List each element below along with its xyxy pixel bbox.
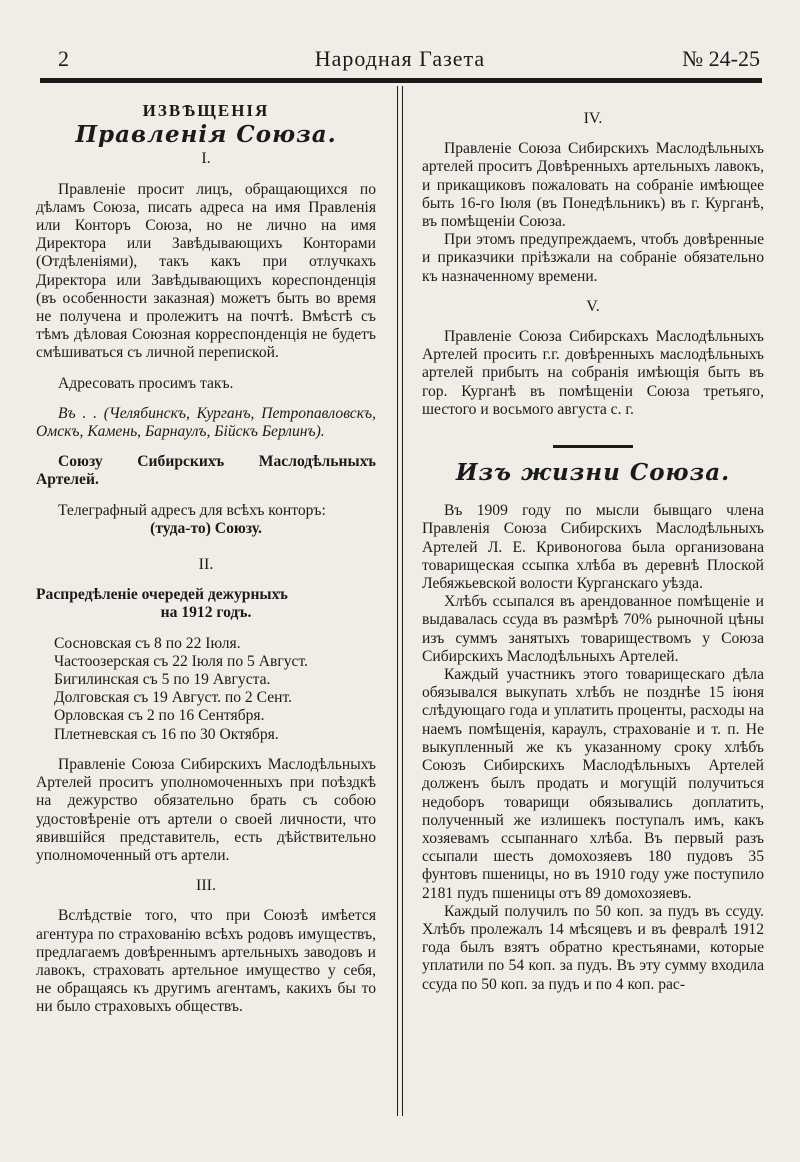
paragraph: Союзу Сибирскихъ Маслодѣльныхъ Артелей. (36, 453, 376, 489)
schedule-list (36, 635, 376, 744)
left-column (36, 92, 376, 1017)
column-divider (397, 86, 398, 1116)
section-number: IV. (583, 110, 603, 127)
section-number: II. (198, 556, 214, 574)
right-column (422, 92, 764, 994)
list-item: Сосновская съ 8 по 22 Іюля. (54, 634, 241, 652)
paragraph: Въ 1909 году по мысли бывщаго члена Правленія Союза Сибирскихъ Маслодѣльныхъ Артелей Л. Е. Кривоногова была организована товарищеская ссыпка хлѣба въ деревнѣ Плоской Лебяжьевской волости Курганскаго уѣзда. (422, 502, 764, 593)
section-heading: ИЗВѢЩЕНІЯ (142, 101, 270, 120)
list-item: Бигилинская съ 5 по 19 Августа. (54, 671, 271, 689)
paragraph: Каждый получилъ по 50 коп. за пудъ въ ссуду. Хлѣбъ пролежалъ 14 мѣсяцевъ и въ февралѣ 1912 года былъ взятъ обратно крестьянами, которые уплатили по 54 коп. за пудъ. Въ эту сумму входила ссуда по 50 коп. за пудъ и по 4 коп. рас- (422, 902, 764, 993)
section-number: V. (586, 297, 600, 315)
paragraph: (туда-то) Союзу. (150, 519, 262, 537)
section-number: III. (196, 877, 216, 895)
paragraph: Правленіе Союза Сибирскихъ Маслодѣльныхъ артелей проситъ Довѣренныхъ артельныхъ лавокъ, и прикащиковъ пожаловать на собраніе имѣющее быть 16-го Іюля (въ Понедѣльникъ) въ г. Курганѣ, въ помѣщеніи Союза. (422, 140, 764, 231)
section-title: на 1912 годъ. (160, 604, 252, 622)
page-header (0, 40, 800, 74)
section-subheading: Правленія Союза. (75, 121, 337, 149)
paragraph: Адресовать просимъ такъ. (58, 374, 234, 392)
page-number: 2 (58, 46, 69, 71)
article-heading: Изъ жизни Союза. (455, 459, 731, 487)
newspaper-title: Народная Газета (314, 46, 486, 71)
paragraph: Правленіе Союза Сибирскихъ Маслодѣльныхъ Артелей проситъ уполномоченныхъ при поѣздкѣ на дежурство обязательно брать съ собою удостовѣреніе отъ артели о своей личности, что явившійся представитель, есть дѣйствительно уполномоченный отъ артели. (36, 755, 376, 864)
paragraph: Телеграфный адресъ для всѣхъ конторъ: (58, 501, 326, 519)
column-divider-2 (402, 86, 403, 1116)
list-item: Плетневская съ 16 по 30 Октября. (54, 725, 279, 743)
paragraph: Вслѣдствіе того, что при Союзѣ имѣется агентура по страхованію всѣхъ родовъ имуществъ, предлагаемъ довѣреннымъ артельныхъ заводовъ и лавокъ, страховать артельное имущество у себя, не обращаясь къ другимъ агентамъ, какихъ бы то ни было страховыхъ обществъ. (36, 907, 376, 1016)
list-item: Орловская съ 2 по 16 Сентября. (54, 707, 265, 725)
paragraph: Въ . . (Челябинскъ, Курганъ, Петропавловскъ, Омскъ, Камень, Барнаулъ, Бійскъ Берлинъ). (36, 404, 376, 441)
list-item: Долговская съ 19 Август. по 2 Сент. (54, 689, 293, 707)
paragraph: При этомъ предупреждаемъ, чтобъ довѣренные и приказчики пріѣзжали на собраніе обязательно къ назначенному времени. (422, 231, 764, 285)
paragraph: Правленіе Союза Сибирскахъ Маслодѣльныхъ Артелей просить г.г. довѣренныхъ маслодѣльныхъ артелей прибыть на собранія имѣющія быть въ гор. Курганѣ въ помѣщеніи Союза третьяго, шестого и восьмого августа с. г. (422, 328, 764, 418)
header-rule (40, 78, 762, 83)
section-number: I. (201, 150, 211, 168)
section-title: Распредѣленіе очередей дежурныхъ (36, 586, 288, 604)
paragraph: Правленіе просит лицъ, обращающихся по дѣламъ Союза, писать адреса на имя Правленія или Конторъ Союза, но не лично на имя Директора или Завѣдывающихъ Конторами (Отдѣленіями), такъ какъ при отлучкахъ Директора или Завѣдывающихъ кореспонденція (въ особенности заказная) можетъ быть во время не получена и пролежитъ на почтѣ. Вмѣстѣ съ тѣмъ дѣловая Союзная корреспонденція не будетъ смѣшиваться съ личной перепиской. (36, 180, 376, 362)
paragraph: Хлѣбъ ссыпался въ арендованное помѣщеніе и выдавалась ссуда въ размѣрѣ 70% рыночной цѣны изъ суммъ занятыхъ товариществомъ у Союза Сибирскихъ Маслодѣльныхъ Артелей. (422, 593, 764, 665)
issue-number: № 24-25 (682, 46, 760, 71)
paragraph: Каждый участникъ этого товарищескаго дѣла обязывался выкупать хлѣбъ не позднѣе 15 іюня слѣдующаго года и уплатить проценты, расходы на наемъ помѣщенія, караулъ, страхованіе и т. п. Не выкупленный же къ указанному сроку хлѣбъ Союзъ Сибирскихъ Маслодѣльныхъ Артелей долженъ былъ продать и могущій получиться недоборъ товарищи обязывались доплатить, полученный же излишекъ поступалъ имъ, какъ хозяевамъ ссыпаннаго хлѣба. Въ первый разъ ссыпали шесть домохозяевъ 180 пудовъ 35 фунтовъ пшеницы, но въ 1910 году уже поступило 2181 пудъ пшеницы отъ 89 домохозяевъ. (422, 666, 764, 902)
list-item: Частоозерская съ 22 Іюля по 5 Август. (54, 652, 309, 670)
